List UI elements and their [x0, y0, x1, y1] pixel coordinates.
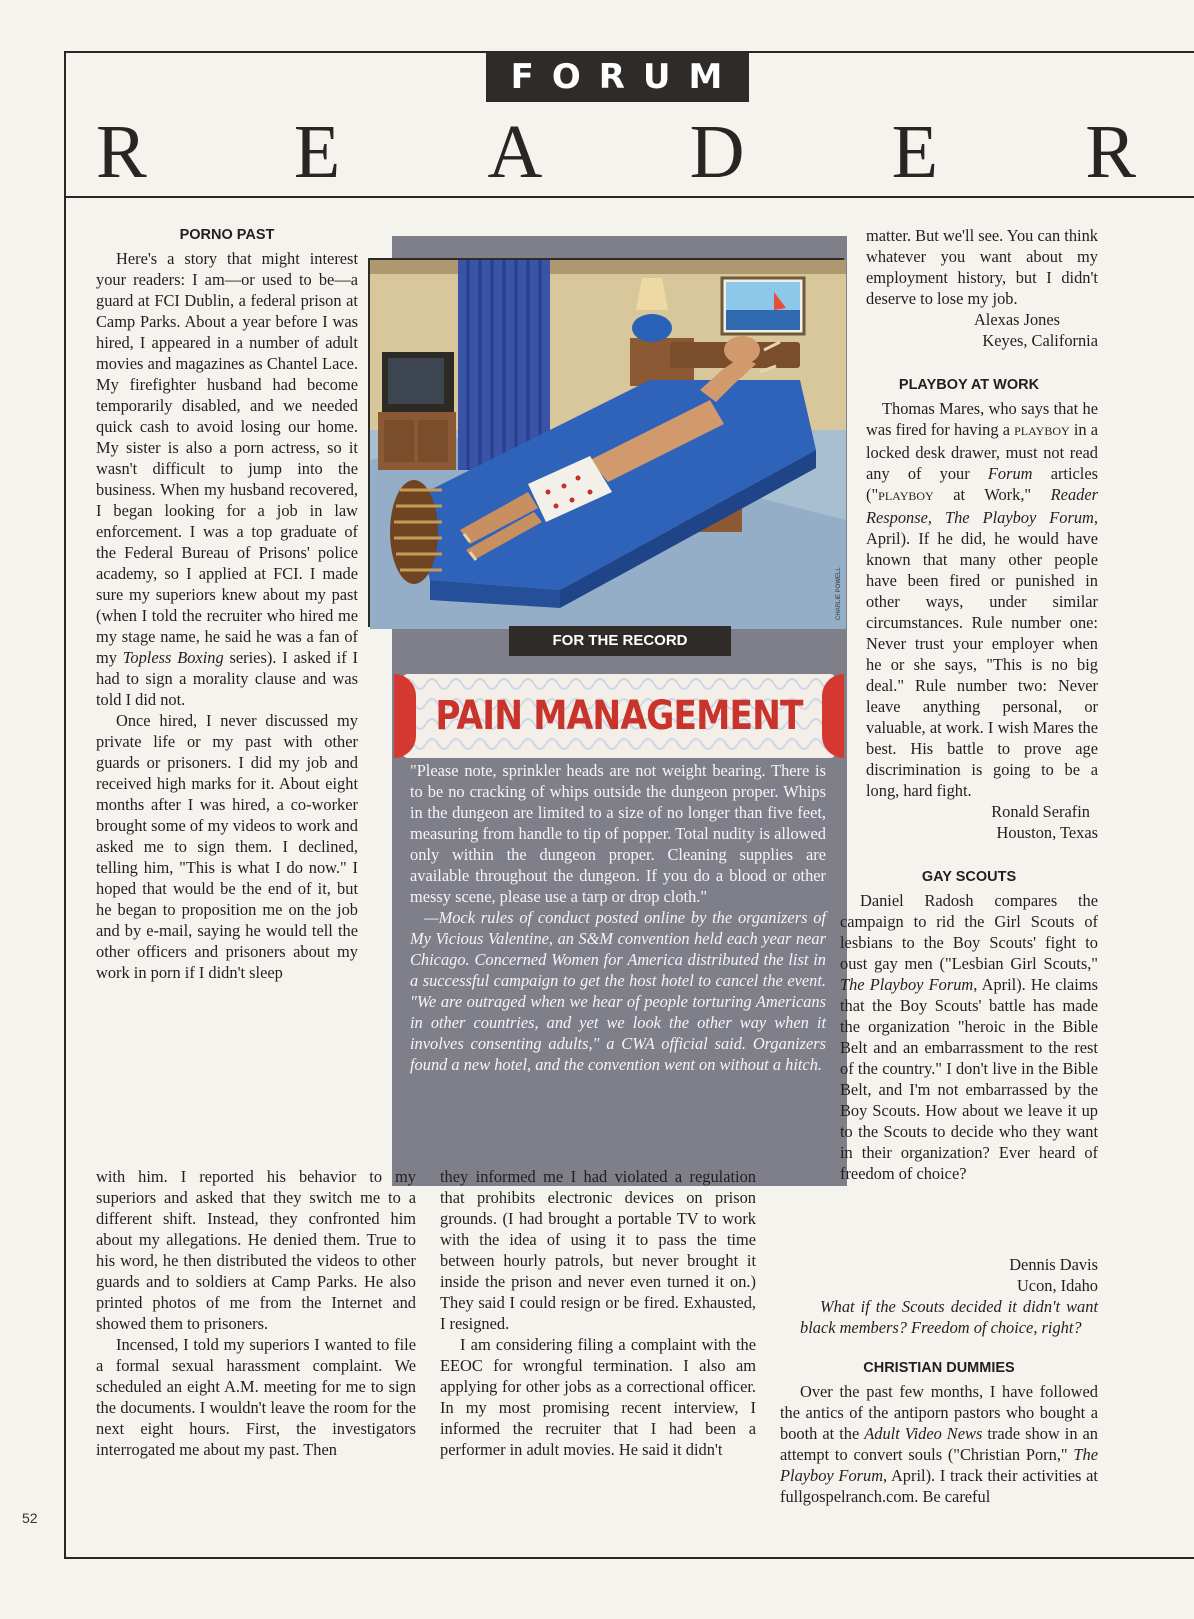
- signature-place: Houston, Texas: [996, 823, 1098, 842]
- bedroom-illustration: [368, 258, 844, 627]
- right-column: [840, 225, 1099, 1183]
- article-porno-past-continued: [96, 1166, 416, 1496]
- section-label: FORUM: [486, 52, 749, 102]
- title-letter: R: [96, 110, 147, 194]
- right-column-bottom: [780, 1166, 1098, 1506]
- bottom-rule: [64, 1557, 1194, 1559]
- article-paragraph: I am considering filing a complaint with the EEOC for wrongful termination. I also am applying for other jobs as a correctional officer. In my most promising recent interview, I informed the recruiter that I had been a performer in adult movies. He said it didn't: [440, 1335, 756, 1459]
- sidebar-attribution: —Mock rules of conduct posted online by the organizers of My Vicious Valentine, an S&M convention held each year near Chicago. Concerned Women for America distributed the list in a successful campaign to get the host hotel to cancel the event. "We are outraged when we hear of people torturing Americans in other countries, and yet we look the other way when it involves consenting adults," a CWA official said. Organizers found a new hotel, and the convention went on without a hitch.: [410, 908, 826, 1074]
- title-letter: D: [689, 110, 745, 194]
- signature-place: Ucon, Idaho: [1016, 1276, 1098, 1295]
- article-heading: GAY SCOUTS: [921, 869, 1017, 885]
- header-rule: [64, 196, 1194, 198]
- pain-management-banner: [402, 674, 836, 758]
- for-the-record-label: FOR THE RECORD: [509, 626, 731, 656]
- article-paragraph-continued: with him. I reported his behavior to my superiors and asked that they switch me to a different shift. Instead, they confronted him about my allegations. He denied them. True to his word, he then distributed the videos to other guards and to soldiers at Camp Parks. He also printed photos of me from the Internet and showed them to prisoners.: [96, 1167, 416, 1333]
- title-letter: E: [891, 110, 939, 194]
- article-paragraph: Incensed, I told my superiors I wanted to file a formal sexual harassment complaint. We scheduled an eight A.M. meeting for me to sign the documents. I wouldn't leave the room for the next eight hours. First, the investigators interrogated me about my past. Then: [96, 1335, 416, 1459]
- editor-reply: What if the Scouts decided it didn't want black members? Freedom of choice, right?: [800, 1297, 1098, 1337]
- signature: [840, 801, 1098, 843]
- article-paragraph: Once hired, I never discussed my private life or my past with other guards or prisoners. I did my job and received high marks for it. About eight months after I was hired, a co-worker brought some of my videos to work and asked me to sign them. I declined, telling him, "This is what I do now." I hoped that would be the end of it, but he began to proposition me on the job and by e-mail, saying he would tell the other officers and prisoners about my work in porn if I didn't sleep: [96, 711, 358, 982]
- illustration-credit: CHARLIE POWELL: [836, 567, 842, 620]
- article-porno-past: [96, 225, 358, 1163]
- article-heading: CHRISTIAN DUMMIES: [863, 1360, 1015, 1376]
- sidebar-quote-text: "Please note, sprinkler heads are not weight bearing. There is to be no cracking of whips outside the dungeon proper. Whips in the dungeon are limited to a size of no longer than five feet, measuring from handle to tip of popper. Total nudity is allowed only within the dungeon proper. Cleaning supplies are available throughout the dungeon. If you do a blood or other messy scene, please use a tarp or drop cloth.": [410, 761, 826, 906]
- left-rule: [64, 51, 66, 1559]
- article-paragraph: Daniel Radosh compares the campaign to rid the Girl Scouts of lesbians to the Boy Scouts' fight to oust gay men ("Lesbian Girl Scouts," The Playboy Forum, April). He claims that the Boy Scouts' battle has made the organization "heroic in the Bible Belt and an embarrassment to the rest of the country." I don't live in the Bible Belt, and I'm not embarrassed by the Boy Scouts. How about we leave it up to the Scouts to decide who they want in their organization? Ever heard of freedom of choice?: [840, 891, 1098, 1183]
- illustration-svg: [370, 260, 846, 629]
- page-number: 52: [22, 1510, 38, 1526]
- sidebar-title: PAIN MANAGEMENT: [435, 693, 803, 739]
- signature-name: Dennis Davis: [1009, 1255, 1098, 1274]
- banner-left-cap: [394, 674, 416, 758]
- signature-place: Keyes, California: [982, 331, 1098, 350]
- title-letter: R: [1085, 110, 1136, 194]
- signature: [780, 1254, 1098, 1296]
- article-paragraph: Thomas Mares, who says that he was fired for having a PLAYBOY in a locked desk drawer, must not read any of your Forum articles ("PLAYBOY at Work," Reader Response, The Playboy Forum, April). If he did, he would have known that many other people have been fired or punished in other ways, under similar circumstances. Rule number one: Never trust your employer when he or she says, "This is no big deal." Rule number two: Never leave anything personal, or valuable, at work. I wish Mares the best. His battle to prove age discrimination is going to be a long, hard fight.: [866, 399, 1099, 800]
- signature-name: Alexas Jones: [973, 310, 1060, 329]
- article-paragraph: Here's a story that might interest your readers: I am—or used to be—a guard at FCI Dublin, a federal prison at Camp Parks. About a year before I was hired, I appeared in a number of adult movies and magazines as Chantel Lace. My firefighter husband had become temporarily disabled, and we needed quick cash to avoid losing our home. My sister is also a porn actress, so it wasn't difficult to jump into the business. When my husband recovered, I began looking for a job in law enforcement. I was a top graduate of the Federal Bureau of Prisons' police academy, so I applied at FCI. I made sure my superiors knew about my past (when I told the recruiter who hired me my stage name, he said he was a fan of my Topless Boxing series). I asked if I had to sign a morality clause and was told I did not.: [96, 249, 358, 709]
- article-heading: PLAYBOY AT WORK: [898, 377, 1040, 393]
- page-title: [96, 112, 1136, 192]
- article-heading: PORNO PAST: [179, 227, 275, 243]
- signature-name: Ronald Serafin: [991, 802, 1090, 821]
- title-letter: E: [293, 110, 341, 194]
- signature: [840, 309, 1098, 351]
- title-letter: A: [487, 110, 543, 194]
- sidebar-quote: [410, 760, 826, 1075]
- middle-column: [440, 1166, 756, 1496]
- article-paragraph: they informed me I had violated a regulation that prohibits electronic devices on prison grounds. (I had brought a portable TV to work with the idea of using it to pass the time between hourly patrols, but never brought it inside the prison and never even turned it on.) They said I could resign or be fired. Exhausted, I resigned.: [440, 1167, 756, 1333]
- article-paragraph: Over the past few months, I have followed the antics of the antiporn pastors who bought a booth at the Adult Video News trade show in an attempt to convert souls ("Christian Porn," The Playboy Forum, April). I track their activities at fullgospelranch.com. Be careful: [780, 1382, 1098, 1506]
- article-paragraph: matter. But we'll see. You can think whatever you want about my employment history, but I didn't deserve to lose my job.: [866, 226, 1098, 308]
